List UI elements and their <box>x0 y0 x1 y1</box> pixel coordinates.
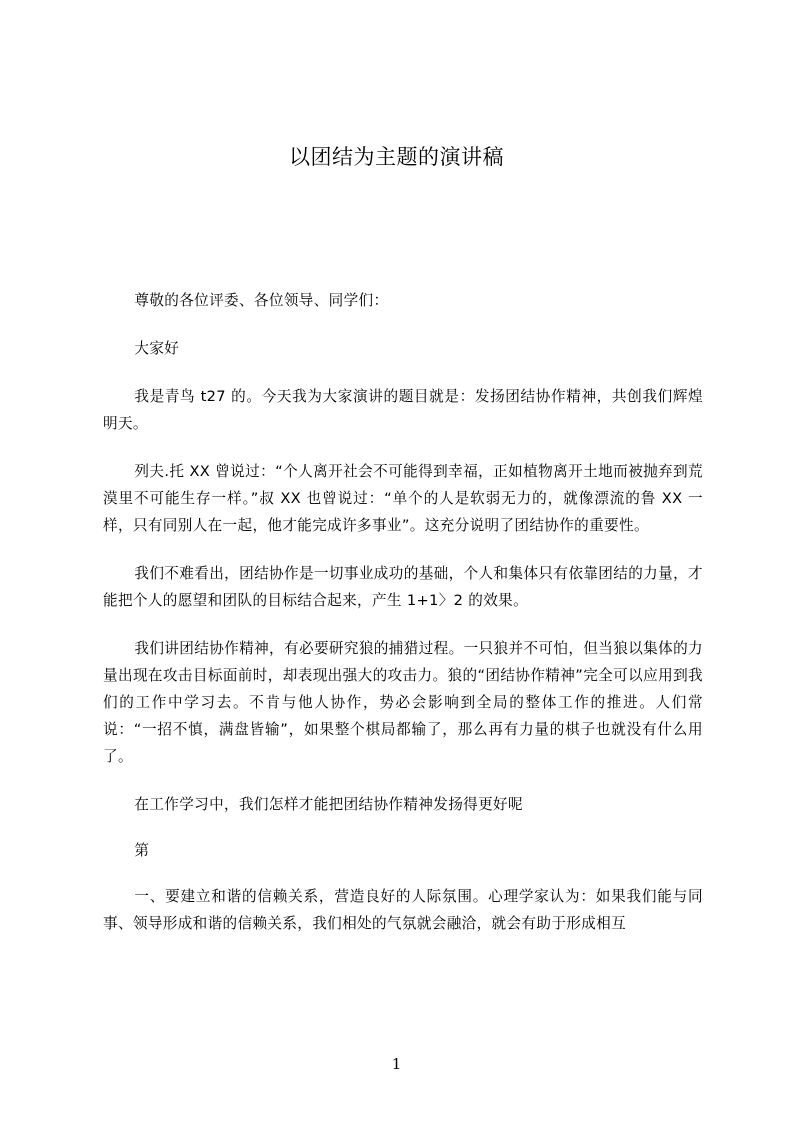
paragraph-wolf-example: 我们讲团结协作精神，有必要研究狼的捕猎过程。一只狼并不可怕，但当狼以集体的力量出现在攻击目标面前时，却表现出强大的攻击力。狼的“团结协作精神”完全可以应用到我们的工作中学习去。不肯与他人协作，势必会影响到全局的整体工作的推进。人们常说：“一招不慎，满盘皆输”，如果整个棋局都输了，那么再有力量的棋子也就没有什么用了。 <box>103 640 703 765</box>
paragraph-salutation: 尊敬的各位评委、各位领导、同学们： <box>134 292 389 309</box>
paragraph-quotes: 列夫.托 XX 曾说过：“个人离开社会不可能得到幸福，正如植物离开土地而被抛弃到荒漠里不可能生存一样。”叔 XX 也曾说过：“单个的人是软弱无力的，就像漂流的鲁 XX 一样，只有同别人在一起，他才能完成许多事业”。这充分说明了团结协作的重要性。 <box>103 463 703 534</box>
page-number: 1 <box>391 1055 402 1073</box>
document-title: 以团结为主题的演讲稿 <box>289 145 504 169</box>
paragraph-greeting: 大家好 <box>134 340 180 357</box>
paragraph-question: 在工作学习中，我们怎样才能把团结协作精神发扬得更好呢 <box>134 796 523 813</box>
paragraph-first-heading: 第 <box>134 842 150 859</box>
paragraph-point-one: 一、要建立和谐的信赖关系，营造良好的人际氛围。心理学家认为：如果我们能与同事、领导形成和谐的信赖关系，我们相处的气氛就会融洽，就会有助于形成相互 <box>103 888 703 932</box>
paragraph-teamwork-foundation: 我们不难看出，团结协作是一切事业成功的基础，个人和集体只有依靠团结的力量，才能把个人的愿望和团队的目标结合起来，产生 1+1〉2 的效果。 <box>103 565 703 609</box>
paragraph-introduction: 我是青鸟 t27 的。今天我为大家演讲的题目就是：发扬团结协作精神，共创我们辉煌明天。 <box>103 388 703 432</box>
document-body <box>103 287 703 958</box>
